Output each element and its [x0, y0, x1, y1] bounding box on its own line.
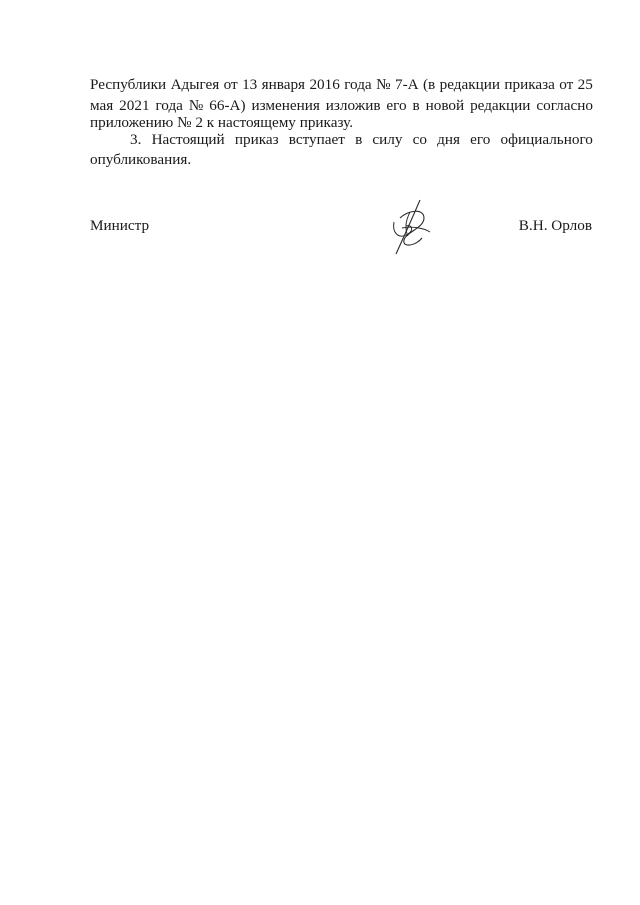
body-line-1: [90, 76, 593, 94]
word: редакции: [470, 97, 531, 114]
word: года: [344, 76, 372, 93]
body-line-4-paragraph-3: [130, 131, 593, 149]
word: 2016: [309, 76, 340, 93]
word: №: [188, 97, 204, 114]
word: в: [412, 97, 420, 114]
body-line-3: приложению № 2 к настоящему приказу.: [90, 114, 353, 131]
word: приказа: [504, 76, 555, 93]
word: 13: [242, 76, 258, 93]
word: вступает: [288, 131, 345, 148]
signer-position: Министр: [90, 217, 150, 234]
word: 2021: [119, 97, 150, 114]
word: со: [412, 131, 427, 148]
word: №: [376, 76, 391, 93]
word: января: [261, 76, 306, 93]
word: официального: [500, 131, 593, 148]
word: Республики: [90, 76, 167, 93]
body-line-5: опубликования.: [90, 151, 192, 168]
word: 3.: [130, 131, 142, 148]
word: года: [155, 97, 183, 114]
word: силу: [372, 131, 403, 148]
word: 7-А: [394, 76, 419, 93]
signer-name: В.Н. Орлов: [518, 217, 592, 234]
word: 25: [577, 76, 593, 93]
word: его: [470, 131, 491, 148]
word: Настоящий: [151, 131, 225, 148]
word: Адыгея: [170, 76, 220, 93]
word: его: [386, 97, 407, 114]
word: новой: [425, 97, 465, 114]
word: приказ: [234, 131, 279, 148]
word: согласно: [536, 97, 593, 114]
word: мая: [90, 97, 114, 114]
word: (в: [422, 76, 436, 93]
word: дня: [437, 131, 460, 148]
body-line-2: [90, 97, 593, 115]
word: редакции: [439, 76, 500, 93]
word: 66-А): [209, 97, 246, 114]
word: от: [559, 76, 574, 93]
word: в: [355, 131, 363, 148]
word: изменения: [251, 97, 320, 114]
word: изложив: [325, 97, 381, 114]
word: от: [223, 76, 238, 93]
handwritten-signature: [384, 198, 440, 256]
